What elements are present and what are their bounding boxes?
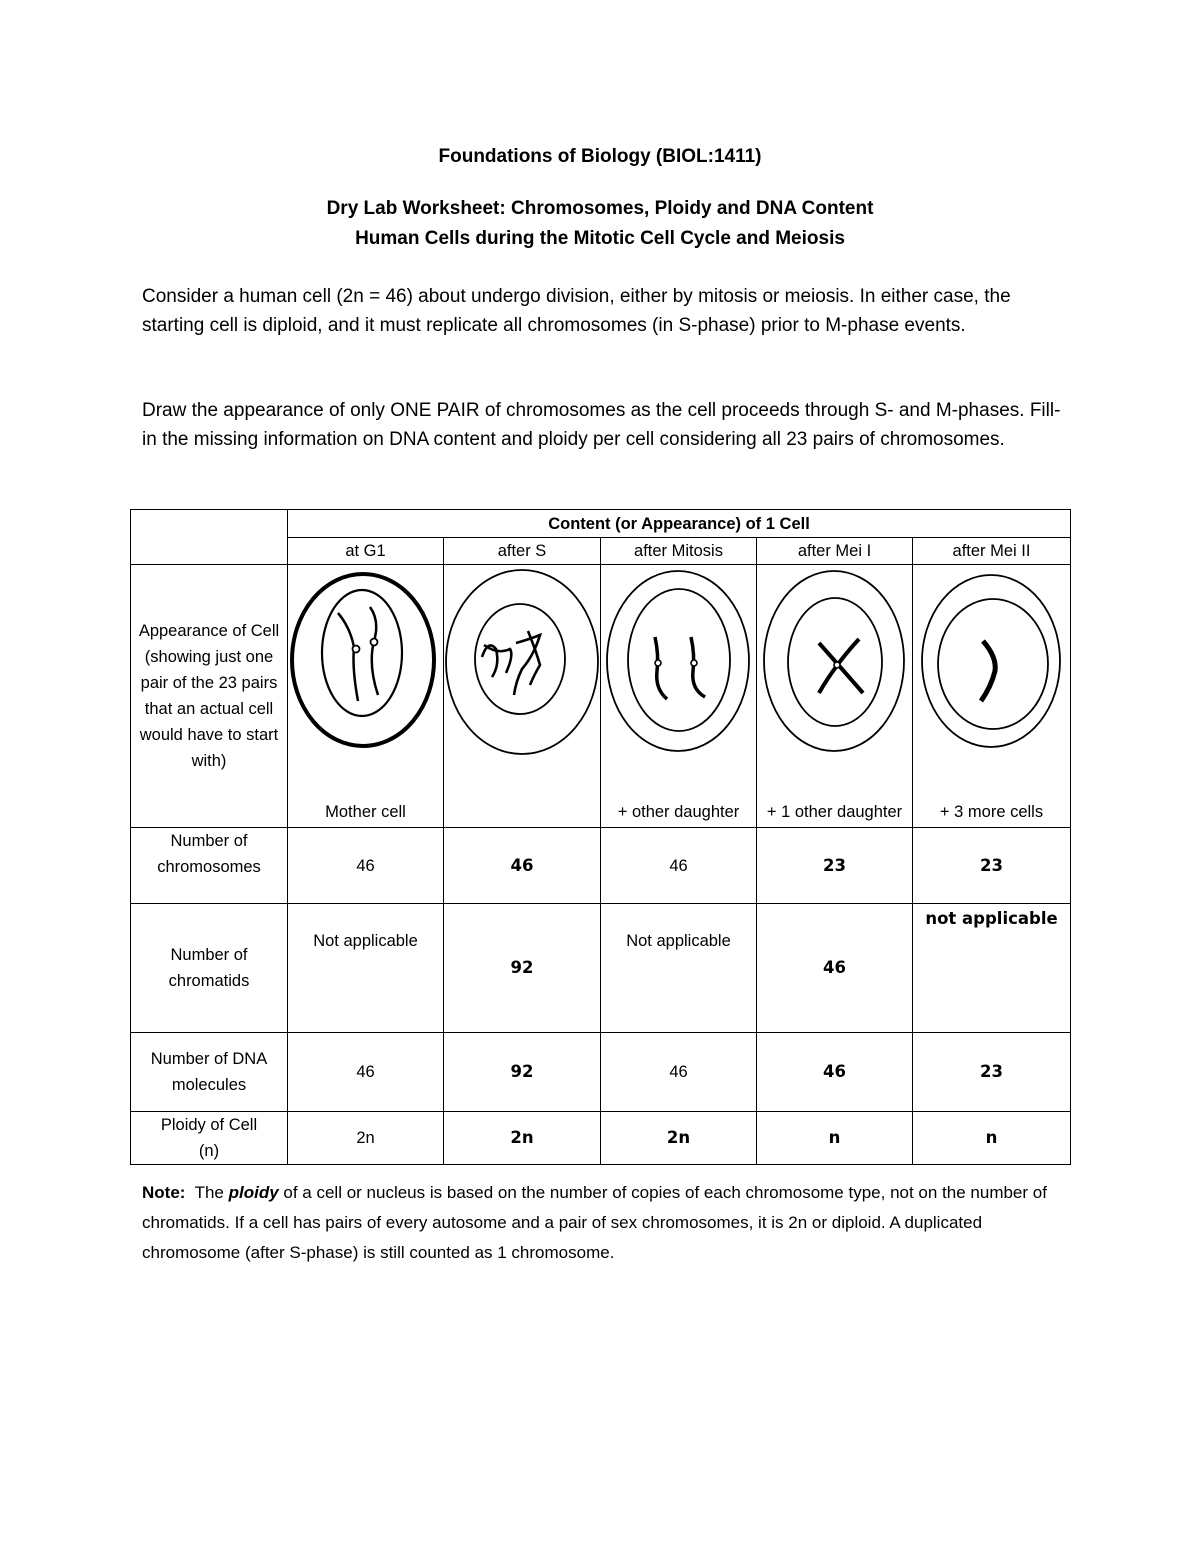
cell-drawing-after-s (444, 565, 601, 828)
after-mei-ii-cell-drawing (913, 565, 1071, 827)
col-header-after-mitosis: after Mitosis (601, 538, 757, 565)
chromosomes-after-mei-ii: 23 (913, 828, 1071, 904)
caption-after-mitosis: + other daughter (617, 803, 740, 821)
row-label-chromosomes: Number of chromosomes (131, 828, 288, 904)
chromatids-after-mei-i: 46 (757, 904, 913, 1033)
col-header-g1: at G1 (288, 538, 444, 565)
caption-g1: Mother cell (325, 803, 406, 821)
chromosomes-after-s: 46 (444, 828, 601, 904)
row-label-dna-molecules: Number of DNA molecules (131, 1033, 288, 1112)
after-s-cell-drawing (444, 565, 601, 827)
table-corner-cell (131, 510, 288, 565)
cell-drawing-after-mei-i (757, 565, 913, 828)
row-label-chromatids: Number of chromatids (131, 904, 288, 1033)
dna-g1: 46 (288, 1033, 444, 1112)
row-label-ploidy: Ploidy of Cell (n) (131, 1112, 288, 1165)
ploidy-after-s: 2n (444, 1112, 601, 1165)
note-label: Note: (142, 1183, 186, 1202)
instructions-paragraph: Draw the appearance of only ONE PAIR of chromosomes as the cell proceeds through S- and M-phases. Fill-in the missing information on DNA content and ploidy per cell considering all 23 pairs of chromosomes. (142, 400, 1061, 450)
note-text-before: The (185, 1183, 229, 1202)
g1-cell-drawing (288, 565, 444, 827)
intro-paragraph: Consider a human cell (2n = 46) about undergo division, either by mitosis or meiosis. In either case, the starting cell is diploid, and it must replicate all chromosomes (in S-phase) prior to M-phase events. (142, 286, 1011, 336)
ploidy-after-mitosis: 2n (601, 1112, 757, 1165)
worksheet-subtitle: Human Cells during the Mitotic Cell Cycle and Meiosis (355, 228, 845, 249)
cell-drawing-after-mitosis (601, 565, 757, 828)
ploidy-note (142, 1178, 1062, 1268)
dna-after-mitosis: 46 (601, 1033, 757, 1112)
col-header-after-s: after S (444, 538, 601, 565)
worksheet-title: Dry Lab Worksheet: Chromosomes, Ploidy and DNA Content (326, 198, 874, 219)
caption-after-mei-ii: + 3 more cells (939, 803, 1044, 821)
caption-after-mei-i: + 1 other daughter (766, 803, 903, 821)
dna-after-mei-i: 46 (757, 1033, 913, 1112)
col-header-after-mei-i: after Mei I (757, 538, 913, 565)
chromosomes-g1: 46 (288, 828, 444, 904)
chromatids-after-mei-ii: not applicable (913, 904, 1071, 1033)
ploidy-g1: 2n (288, 1112, 444, 1165)
cell-drawing-g1 (288, 565, 444, 828)
chromosomes-after-mitosis: 46 (601, 828, 757, 904)
note-emphasis: ploidy (228, 1183, 279, 1202)
dna-after-s: 92 (444, 1033, 601, 1112)
course-title: Foundations of Biology (BIOL:1411) (438, 146, 762, 167)
dna-after-mei-ii: 23 (913, 1033, 1071, 1112)
note-text-after: of a cell or nucleus is based on the number of copies of each chromosome type, not on the number of chromatids. If a cell has pairs of every autosome and a pair of sex chromosomes, it is 2n or diploid. A duplicated chromosome (after S-phase) is still counted as 1 chromosome. (142, 1183, 1047, 1262)
after-mei-i-cell-drawing (757, 565, 913, 827)
cell-drawing-after-mei-ii (913, 565, 1071, 828)
chromatids-after-s: 92 (444, 904, 601, 1033)
chromosomes-after-mei-i: 23 (757, 828, 913, 904)
after-mitosis-cell-drawing (601, 565, 757, 827)
content-table (130, 509, 1071, 1165)
ploidy-after-mei-i: n (757, 1112, 913, 1165)
chromatids-after-mitosis: Not applicable (601, 904, 757, 1033)
chromatids-g1: Not applicable (288, 904, 444, 1033)
table-main-header: Content (or Appearance) of 1 Cell (288, 510, 1071, 538)
row-label-appearance: Appearance of Cell (showing just one pair of the 23 pairs that an actual cell would have to start with) (131, 565, 288, 828)
col-header-after-mei-ii: after Mei II (913, 538, 1071, 565)
ploidy-after-mei-ii: n (913, 1112, 1071, 1165)
